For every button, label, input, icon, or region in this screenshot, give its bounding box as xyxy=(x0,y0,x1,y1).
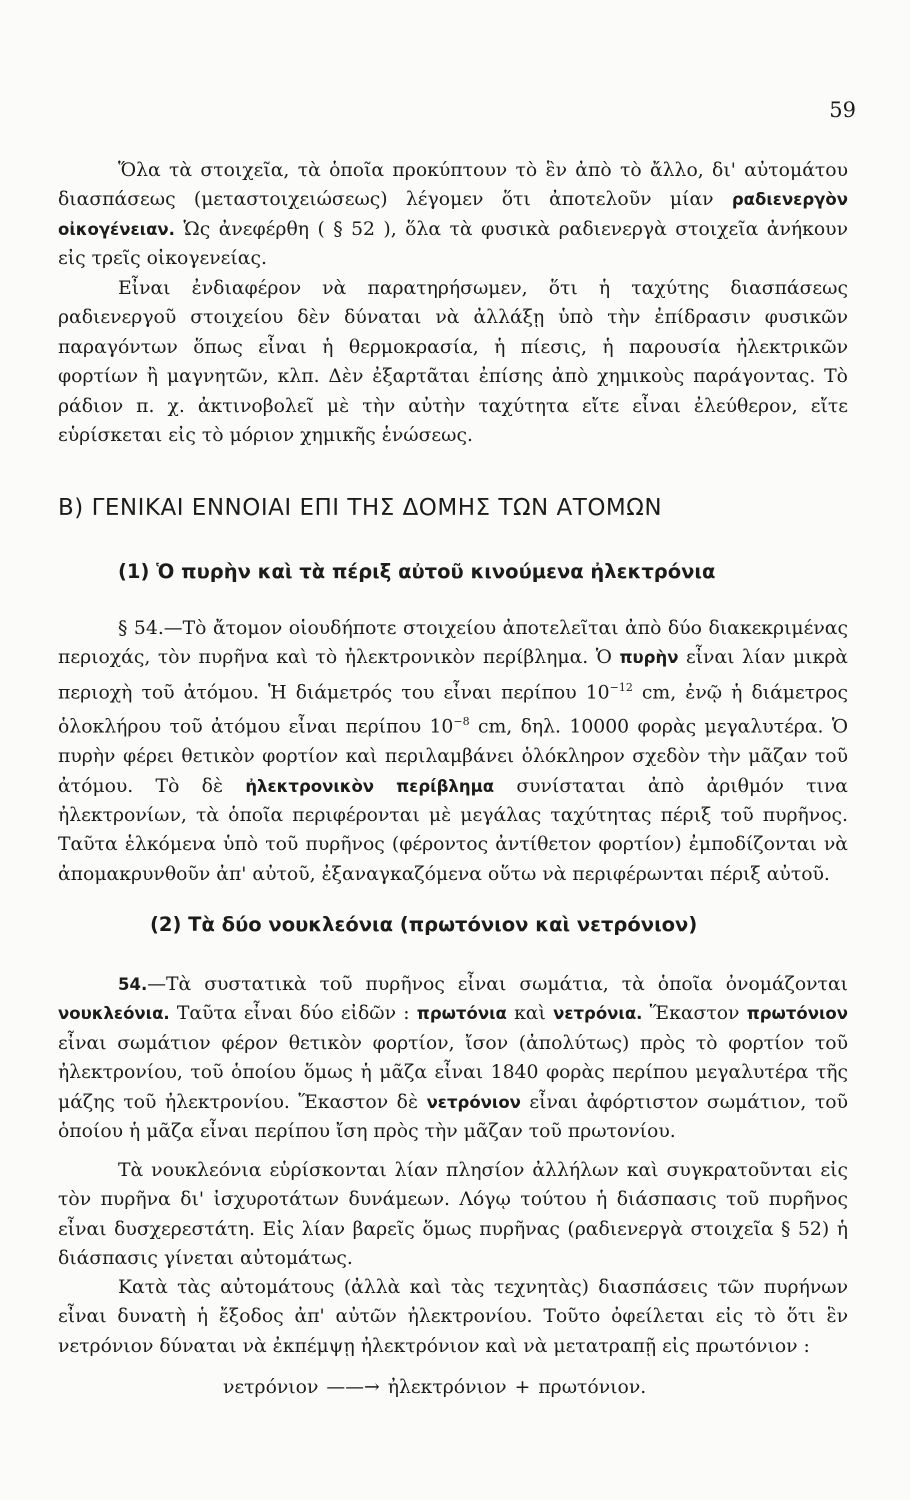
bold-term: πρωτόνια xyxy=(416,1004,507,1024)
book-page xyxy=(58,0,856,1500)
bold-term: νετρόνια. xyxy=(553,1004,643,1024)
page-number: 59 xyxy=(829,98,856,122)
text-run: εἶναι ἀφόρτιστον σωμάτιον, τοῦ ὁποίου ἡ μᾶζα εἶναι περίπου ἴση πρὸς τὴν μᾶζαν τοῦ πρωτονίου. xyxy=(58,1091,848,1143)
text-run: εἶναι λίαν μικρὰ περιοχὴ τοῦ ἀτόμου. Ἡ διάμετρός του εἶναι περίπου 10 xyxy=(58,647,848,704)
text-run: Ὅλα τὰ στοιχεῖα, τὰ ὁποῖα προκύπτουν τὸ ἓν ἀπὸ τὸ ἄλλο, δι' αὐτομάτου διασπάσεως (μεταστοιχειώσεως) λέγομεν ὅτι ἀποτελοῦν μίαν xyxy=(58,160,848,211)
paragraph-atom-structure xyxy=(58,614,848,889)
decay-formula xyxy=(223,1377,646,1398)
text-run: καὶ xyxy=(506,1003,554,1025)
exponent: −12 xyxy=(609,680,633,694)
text-run: cm, ἐνῷ ἡ διάμετρος ὁλοκλήρου τοῦ ἀτόμου εἶναι περίπου 10 xyxy=(58,682,849,738)
text-run: —Τὸ ἄτομον οἱουδήποτε στοιχείου ἀποτελεῖται ἀπὸ δύο διακεκριμένας περιοχάς, τὸν πυρῆνα καὶ τὸ ἠλεκτρονικὸν περίβλημα. Ὁ xyxy=(58,618,848,669)
bold-term: νουκλεόνια. xyxy=(58,1004,170,1024)
text-run: cm, δηλ. 10000 φορὰς μεγαλυτέρα. Ὁ πυρὴν φέρει θετικὸν φορτίον καὶ περιλαμβάνει ὁλόκληρον σχεδὸν τὴν μᾶζαν τοῦ ἀτόμου. Τὸ δὲ xyxy=(58,716,848,797)
bold-term: ἠλεκτρονικὸν περίβλημα xyxy=(245,776,495,796)
formula-electron: ἠλεκτρόνιον xyxy=(387,1377,507,1398)
paragraph-decay-rate: Εἶναι ἐνδιαφέρον νὰ παρατηρήσωμεν, ὅτι ἡ ταχύτης διασπάσεως ραδιενεργοῦ στοιχείου δὲν δύναται νὰ ἀλλάξῃ ὑπὸ τὴν ἐπίδρασιν φυσικῶν παραγόντων ὅπως εἶναι ἡ θερμοκρασία, ἡ πίεσις, ἡ παρουσία ἠλεκτρικῶν φορτίων ἢ μαγνητῶν, κλπ. Δὲν ἐξαρτᾶται ἐπίσης ἀπὸ χημικοὺς παράγοντας. Τὸ ράδιον π. χ. ἀκτινοβολεῖ μὲ τὴν αὐτὴν ταχύτητα εἴτε εἶναι ἐλεύθερον, εἴτε εὑρίσκεται εἰς τὸ μόριον χημικῆς ἑνώσεως. xyxy=(58,278,848,447)
text-run: Ἕκαστον xyxy=(642,1003,747,1025)
section-number: 54. xyxy=(118,975,148,994)
formula-proton: πρωτόνιον. xyxy=(538,1377,647,1398)
bold-term: πυρὴν xyxy=(619,648,679,668)
arrow-icon: ——→ xyxy=(326,1377,380,1398)
plus-sign: + xyxy=(514,1377,531,1398)
bold-term: πρωτόνιον xyxy=(746,1004,848,1024)
exponent: −8 xyxy=(453,715,470,729)
formula-neutron: νετρόνιον xyxy=(223,1377,319,1398)
text-run: —Τὰ συστατικὰ τοῦ πυρῆνος εἶναι σωμάτια, τὰ ὁποῖα ὀνομάζονται xyxy=(147,974,848,995)
paragraph-nucleons xyxy=(58,970,848,1146)
text-run: εἶναι σωμάτιον φέρον θετικὸν φορτίον, ἴσον (ἀπολύτως) πρὸς τὸ φορτίον τοῦ ἠλεκτρονίου, τοῦ ὁποίου ὅμως ἡ μᾶζα εἶναι 1840 φορὰς περίπου μεγαλυτέρα τῆς μάζης τοῦ ἠλεκτρονίου. Ἕκαστον δὲ xyxy=(58,1032,848,1113)
text-run: Ὡς ἀνεφέρθη ( § 52 ), ὅλα τὰ φυσικὰ ραδιενεργὰ στοιχεῖα ἀνήκουν εἰς τρεῖς οἰκογενείας. xyxy=(58,218,848,270)
section-number: § 54. xyxy=(118,618,164,639)
section-heading: Β) ΓΕΝΙΚΑΙ ΕΝΝΟΙΑΙ ΕΠΙ ΤΗΣ ΔΟΜΗΣ ΤΩΝ ΑΤΟΜΩΝ xyxy=(58,495,663,521)
paragraph-neutron-decay: Κατὰ τὰς αὐτομάτους (ἀλλὰ καὶ τὰς τεχνητὰς) διασπάσεις τῶν πυρήνων εἶναι δυνατὴ ἡ ἔξοδος ἀπ' αὐτῶν ἠλεκτρονίου. Τοῦτο ὀφείλεται εἰς τὸ ὅτι ἓν νετρόνιον δύναται νὰ ἐκπέμψῃ ἠλεκτρόνιον καὶ νὰ μετατραπῇ εἰς πρωτόνιον : xyxy=(58,1277,848,1357)
subsection-heading-2: (2) Τὰ δύο νουκλεόνια (πρωτόνιον καὶ νετρόνιον) xyxy=(150,913,698,936)
paragraph-nuclear-forces: Τὰ νουκλεόνια εὑρίσκονται λίαν πλησίον ἀλλήλων καὶ συγκρατοῦνται εἰς τὸν πυρῆνα δι' ἰσχυροτάτων δυνάμεων. Λόγῳ τούτου ἡ διάσπασις τοῦ πυρῆνος εἶναι δυσχερεστάτη. Εἰς λίαν βαρεῖς ὅμως πυρῆνας (ραδιενεργὰ στοιχεῖα § 52) ἡ διάσπασις γίνεται αὐτομάτως. xyxy=(58,1160,848,1270)
text-run: Ταῦτα εἶναι δύο εἰδῶν : xyxy=(169,1003,417,1025)
subsection-heading-1: (1) Ὁ πυρὴν καὶ τὰ πέριξ αὐτοῦ κινούμενα ἠλεκτρόνια xyxy=(118,560,716,583)
paragraph-radioactive-family xyxy=(58,156,848,274)
bold-term: νετρόνιον xyxy=(426,1092,521,1112)
text-run: συνίσταται ἀπὸ ἀριθμόν τινα ἠλεκτρονίων, τὰ ὁποῖα περιφέρονται μὲ μεγάλας ταχύτητας πέριξ τοῦ πυρῆνος. Ταῦτα ἑλκόμενα ὑπὸ τοῦ πυρῆνος (φέροντος ἀντίθετον φορτίον) ἐμποδίζονται νὰ ἀπομακρυνθοῦν ἀπ' αὐτοῦ, ἐξαναγκαζόμενα οὕτω νὰ περιφέρωνται πέριξ αὐτοῦ. xyxy=(58,775,848,885)
bold-term: ραδιενεργὸν οἰκογένειαν. xyxy=(58,190,848,239)
